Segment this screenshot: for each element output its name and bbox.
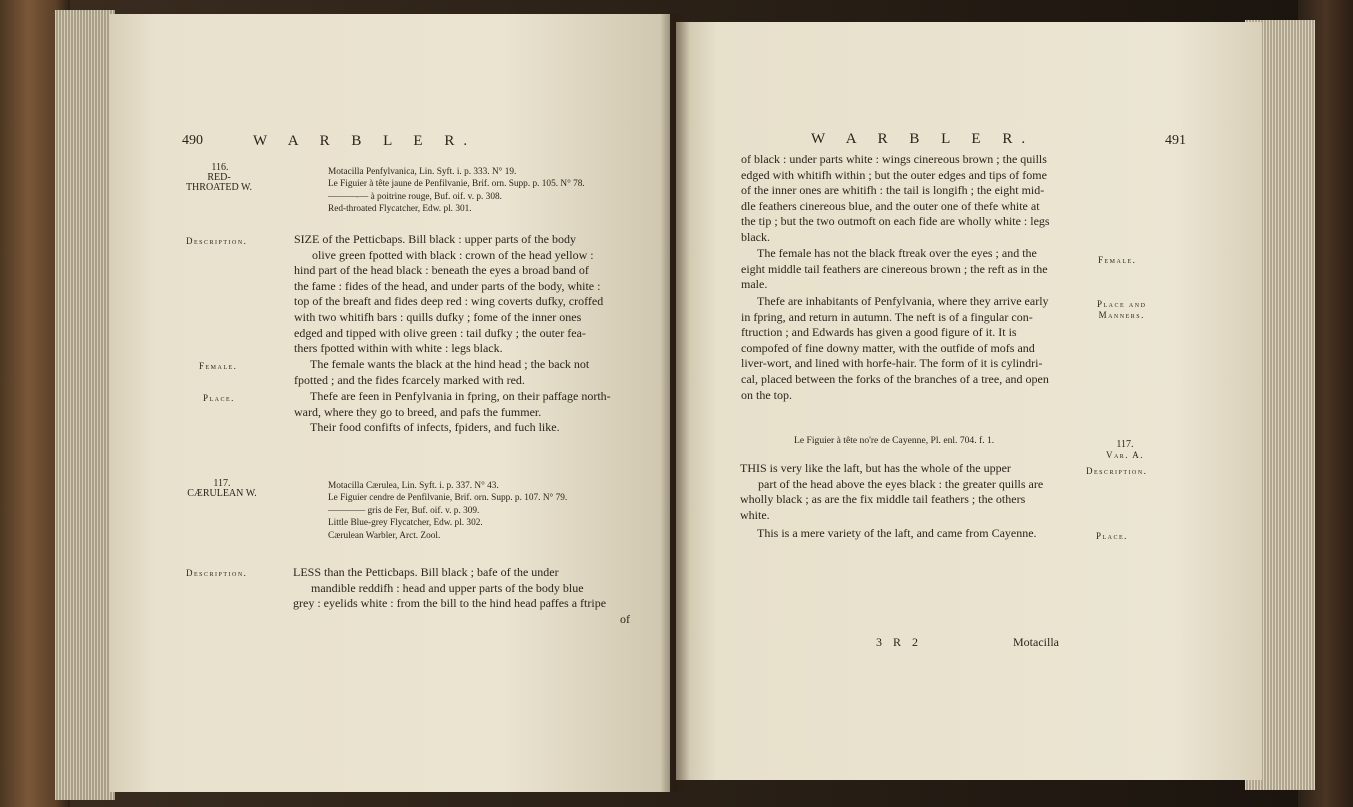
- left-catchword: of: [620, 612, 630, 626]
- margin-place-line: Place and: [1097, 299, 1147, 309]
- entry-116-number: 116.: [211, 162, 229, 173]
- left-page-number: 490: [182, 133, 203, 148]
- text-line: in fpring, and return in autumn. The neft is of a fingular con-: [741, 309, 1033, 324]
- text-line: wholly black ; as are the fix middle tail feathers ; the others: [740, 492, 1026, 507]
- synonym-line: ———-— à poitrine rouge, Buf. oif. v. p. 308.: [328, 191, 502, 202]
- margin-place-label: Place.: [1096, 531, 1128, 541]
- text-line: top of the breaft and fides deep red : wing coverts dufky, croffed: [294, 294, 604, 309]
- text-line: Thefe are inhabitants of Penfylvania, where they arrive early: [757, 294, 1049, 308]
- synonym-line: Little Blue-grey Flycatcher, Edw. pl. 302.: [328, 518, 483, 529]
- text-line: thers fpotted within with white : legs black.: [294, 341, 503, 356]
- synonym-line: Cærulean Warbler, Arct. Zool.: [328, 530, 441, 541]
- margin-place-label: Place.: [203, 393, 235, 403]
- text-line: black.: [741, 229, 770, 244]
- variety-number: 117.: [1116, 439, 1134, 450]
- text-line: olive green fpotted with black : crown of the head yellow :: [312, 247, 594, 262]
- right-page-number: 491: [1165, 133, 1186, 148]
- text-line: ftruction ; and Edwards has given a good figure of it. It is: [741, 325, 1017, 340]
- variety-label: Var. A.: [1105, 450, 1145, 460]
- text-line: THIS is very like the laft, but has the whole of the upper: [740, 461, 1011, 475]
- variety-place: This is a mere variety of the laft, and came from Cayenne.: [757, 526, 1037, 540]
- text-line: compofed of fine downy matter, with the outfide of mofs and: [741, 340, 1035, 355]
- margin-description-label: Description.: [186, 236, 248, 246]
- left-running-head: W A R B L E R.: [253, 133, 477, 149]
- text-line: SIZE of the Petticbaps. Bill black : upper parts of the body: [294, 232, 576, 246]
- right-running-head: W A R B L E R.: [811, 131, 1035, 147]
- text-line: Their food confifts of infects, fpiders, and fuch like.: [310, 420, 560, 435]
- entry-117-synonyms: [328, 480, 567, 542]
- entry-117-number: 117.: [213, 478, 231, 489]
- entry-117-name: CÆRULEAN W.: [187, 488, 257, 499]
- margin-description-label: Description.: [186, 568, 248, 578]
- entry-117-description: [293, 565, 606, 612]
- text-line: male.: [741, 277, 768, 292]
- text-line: eight middle tail feathers are cinereous brown ; the reft as in the: [741, 261, 1048, 276]
- text-line: cal, placed between the forks of the branches of a tree, and open: [741, 371, 1049, 386]
- text-line: the tip ; but the two outmoft on each fide are wholly white : legs: [741, 214, 1050, 229]
- synonym-line: Motacilla Cærulea, Lin. Syft. i. p. 337. N° 43.: [328, 481, 499, 491]
- text-line: dle feathers cinereous blue, and the outer one of thefe white at: [741, 198, 1040, 213]
- text-line: ward, where they go to breed, and pafs the fummer.: [294, 404, 542, 419]
- text-line: white.: [740, 507, 770, 522]
- synonym-line: Red-throated Flycatcher, Edw. pl. 301.: [328, 204, 472, 215]
- text-line: the fame : fides of the head, and under parts of the body, white :: [294, 278, 601, 293]
- entry-116-name-line2: THROATED W.: [185, 182, 253, 193]
- text-line: of black : under parts white : wings cinereous brown ; the quills: [741, 152, 1047, 166]
- entry-116-female: [294, 357, 590, 388]
- entry-116-synonyms: [328, 166, 585, 216]
- text-line: The female wants the black at the hind head ; the back not: [310, 357, 590, 371]
- right-catchword: Motacilla: [1013, 635, 1059, 649]
- text-line: mandible reddifh : head and upper parts of the body blue: [311, 580, 584, 595]
- text-line: The female has not the black ftreak over the eyes ; and the: [757, 246, 1037, 260]
- text-line: hind part of the head black : beneath the eyes a broad band of: [294, 263, 589, 278]
- right-continuation: [741, 152, 1050, 246]
- synonym-line: Motacilla Penfylvanica, Lin. Syft. i. p. 333. N° 19.: [328, 167, 517, 177]
- text-line: part of the head above the eyes black : the greater quills are: [758, 476, 1044, 491]
- text-line: of the inner ones are whitifh : the tail is longifh ; the eight mid-: [741, 183, 1045, 198]
- entry-116-name-line1: RED-: [207, 172, 231, 183]
- right-place: [741, 294, 1049, 403]
- margin-female-label: Female.: [1098, 255, 1137, 265]
- margin-place-label: [1097, 299, 1146, 321]
- page-edges-left: [55, 10, 115, 800]
- book-gutter: [660, 14, 690, 792]
- entry-116-description: [294, 232, 603, 357]
- right-female: [741, 246, 1048, 293]
- text-line: with two whitifh bars : quills dufky ; fome of the inner ones: [294, 309, 582, 324]
- synonym-line: Le Figuier cendre de Penfilvanie, Brif. orn. Supp. p. 107. N° 79.: [328, 493, 568, 504]
- text-line: liver-wort, and lined with horfe-hair. The form of it is cylindri-: [741, 356, 1043, 371]
- text-line: on the top.: [741, 387, 792, 402]
- variety-synonym: Le Figuier à tête no're de Cayenne, Pl. enl. 704. f. 1.: [794, 435, 995, 446]
- signature-mark: 3 R 2: [876, 635, 923, 649]
- text-line: fpotted ; and the fides fcarcely marked with red.: [294, 372, 525, 387]
- variety-description: [740, 461, 1043, 523]
- synonym-line: Le Figuier à tête jaune de Penfilvanie, Brif. orn. Supp. p. 105. N° 78.: [328, 179, 585, 190]
- entry-116-place: [294, 389, 611, 436]
- text-line: edged with whitifh within ; but the outer edges and tips of fome: [741, 167, 1047, 182]
- text-line: edged and tipped with olive green : tail dufky ; the outer fea-: [294, 325, 586, 340]
- margin-manners-line: Manners.: [1098, 310, 1145, 320]
- synonym-line: ———— gris de Fer, Buf. oif. v. p. 309.: [328, 505, 480, 516]
- text-line: LESS than the Petticbaps. Bill black ; bafe of the under: [293, 565, 559, 579]
- text-line: grey : eyelids white : from the bill to the hind head paffes a ftripe: [293, 596, 607, 611]
- margin-female-label: Female.: [199, 361, 238, 371]
- text-line: Thefe are feen in Penfylvania in fpring, on their paffage north-: [310, 389, 611, 403]
- margin-description-label: Description.: [1086, 466, 1148, 476]
